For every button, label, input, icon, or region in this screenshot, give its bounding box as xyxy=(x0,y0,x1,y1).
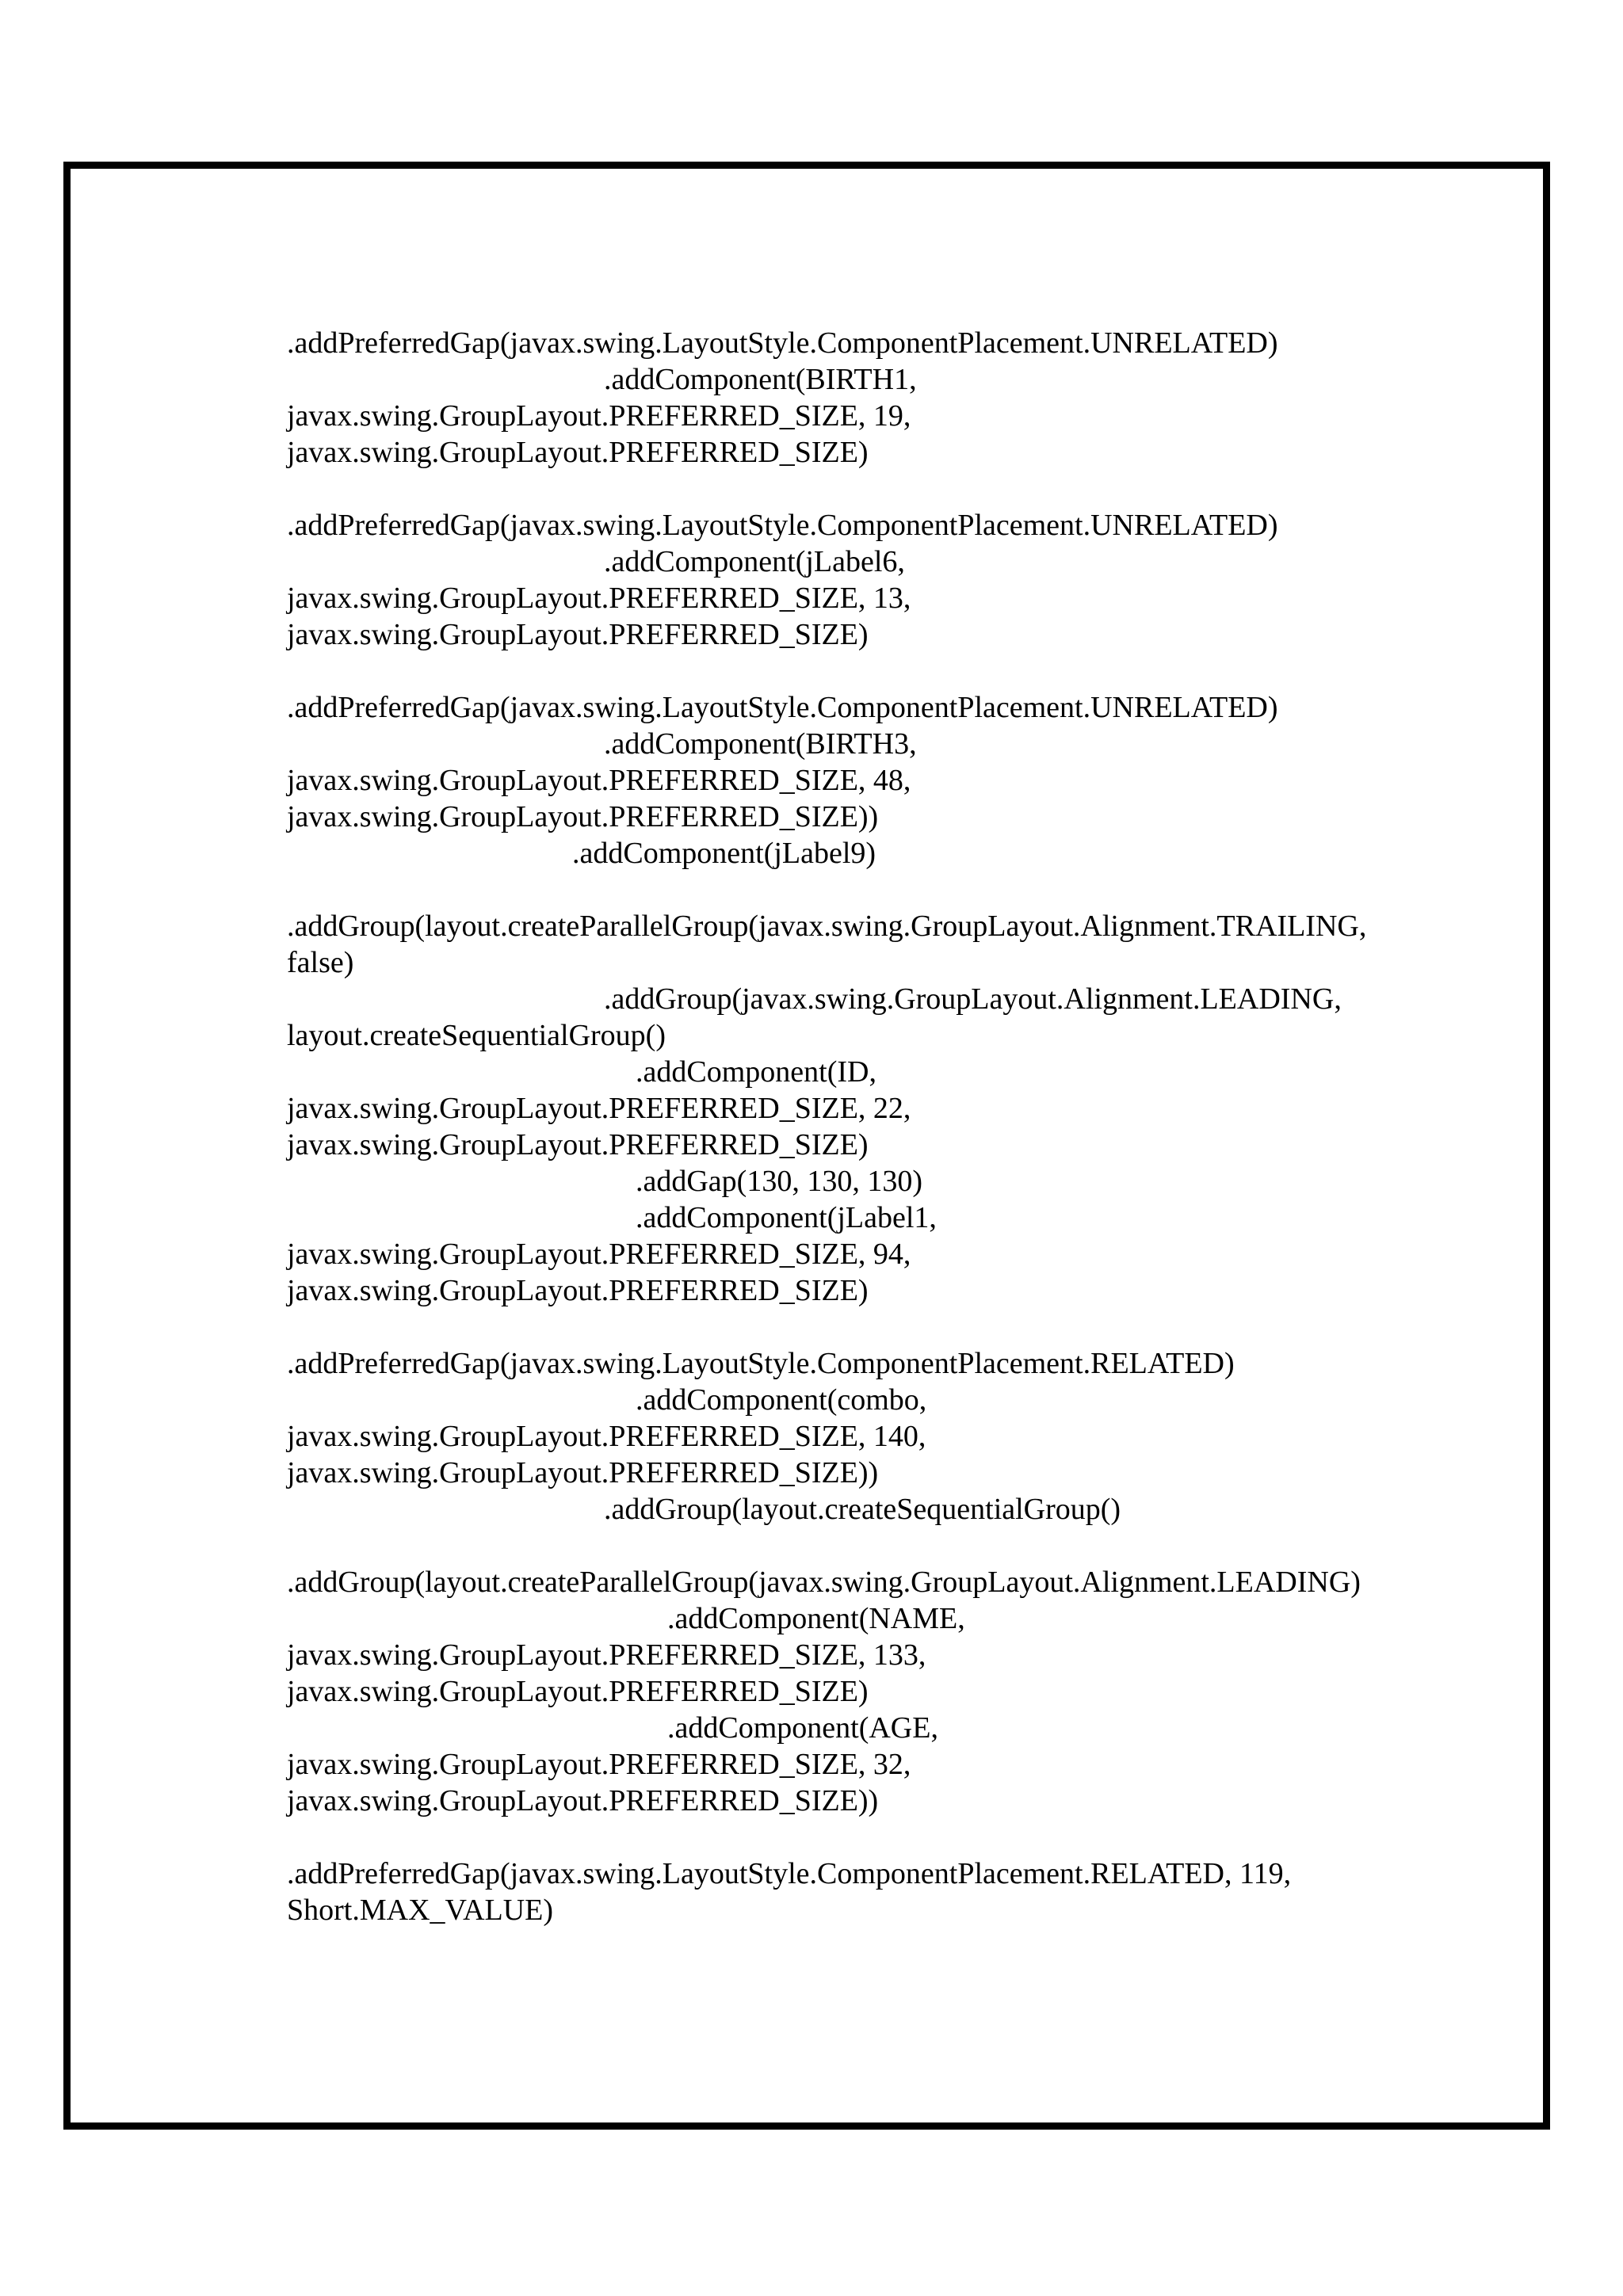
code-line: false) xyxy=(287,946,354,979)
code-line: javax.swing.GroupLayout.PREFERRED_SIZE, 94, xyxy=(287,1238,911,1271)
code-line: .addGroup(layout.createParallelGroup(javax.swing.GroupLayout.Alignment.TRAILING, xyxy=(287,910,1367,943)
code-line: Short.MAX_VALUE) xyxy=(287,1894,554,1927)
code-line: javax.swing.GroupLayout.PREFERRED_SIZE) xyxy=(287,1128,869,1161)
blank-line xyxy=(287,653,1476,689)
code-line: javax.swing.GroupLayout.PREFERRED_SIZE)) xyxy=(287,1456,879,1489)
code-line: .addGroup(javax.swing.GroupLayout.Alignment.LEADING, xyxy=(604,982,1342,1016)
blank-line xyxy=(287,471,1476,507)
code-line: javax.swing.GroupLayout.PREFERRED_SIZE) xyxy=(287,618,869,651)
code-line: javax.swing.GroupLayout.PREFERRED_SIZE) xyxy=(287,436,869,469)
code-line: javax.swing.GroupLayout.PREFERRED_SIZE)) xyxy=(287,1784,879,1817)
blank-line xyxy=(287,1819,1476,1855)
code-line: .addGroup(layout.createParallelGroup(javax.swing.GroupLayout.Alignment.LEADING) xyxy=(287,1566,1361,1599)
blank-line xyxy=(287,871,1476,908)
code-line: .addGap(130, 130, 130) xyxy=(636,1165,922,1198)
code-line: .addComponent(BIRTH1, xyxy=(604,363,917,396)
code-block xyxy=(287,325,1476,1928)
code-line: .addPreferredGap(javax.swing.LayoutStyle.ComponentPlacement.UNRELATED) xyxy=(287,509,1278,542)
code-line: javax.swing.GroupLayout.PREFERRED_SIZE)) xyxy=(287,800,879,833)
code-line: .addComponent(jLabel6, xyxy=(604,545,905,578)
code-line: .addComponent(NAME, xyxy=(667,1602,965,1635)
code-line: .addPreferredGap(javax.swing.LayoutStyle.ComponentPlacement.UNRELATED) xyxy=(287,691,1278,724)
code-line: layout.createSequentialGroup() xyxy=(287,1019,666,1052)
code-line: .addComponent(jLabel9) xyxy=(572,837,876,870)
code-line: .addPreferredGap(javax.swing.LayoutStyle.ComponentPlacement.UNRELATED) xyxy=(287,326,1278,360)
code-line: .addComponent(jLabel1, xyxy=(636,1201,937,1234)
blank-line xyxy=(287,1309,1476,1345)
code-line: javax.swing.GroupLayout.PREFERRED_SIZE, 19, xyxy=(287,399,911,433)
code-line: javax.swing.GroupLayout.PREFERRED_SIZE, 140, xyxy=(287,1420,926,1453)
code-line: javax.swing.GroupLayout.PREFERRED_SIZE, 22, xyxy=(287,1092,911,1125)
code-line: javax.swing.GroupLayout.PREFERRED_SIZE) xyxy=(287,1675,869,1708)
code-line: javax.swing.GroupLayout.PREFERRED_SIZE) xyxy=(287,1274,869,1307)
blank-line xyxy=(287,1527,1476,1564)
code-line: .addPreferredGap(javax.swing.LayoutStyle.ComponentPlacement.RELATED, 119, xyxy=(287,1857,1292,1890)
code-line: javax.swing.GroupLayout.PREFERRED_SIZE, 13, xyxy=(287,582,911,615)
code-line: javax.swing.GroupLayout.PREFERRED_SIZE, 48, xyxy=(287,764,911,797)
code-line: .addComponent(AGE, xyxy=(667,1711,938,1745)
code-line: .addPreferredGap(javax.swing.LayoutStyle.ComponentPlacement.RELATED) xyxy=(287,1347,1235,1380)
code-line: .addComponent(combo, xyxy=(636,1383,927,1417)
code-line: javax.swing.GroupLayout.PREFERRED_SIZE, 32, xyxy=(287,1748,911,1781)
code-line: .addComponent(ID, xyxy=(636,1055,876,1089)
code-line: .addGroup(layout.createSequentialGroup() xyxy=(604,1493,1121,1526)
code-line: .addComponent(BIRTH3, xyxy=(604,727,917,761)
code-line: javax.swing.GroupLayout.PREFERRED_SIZE, 133, xyxy=(287,1638,926,1672)
